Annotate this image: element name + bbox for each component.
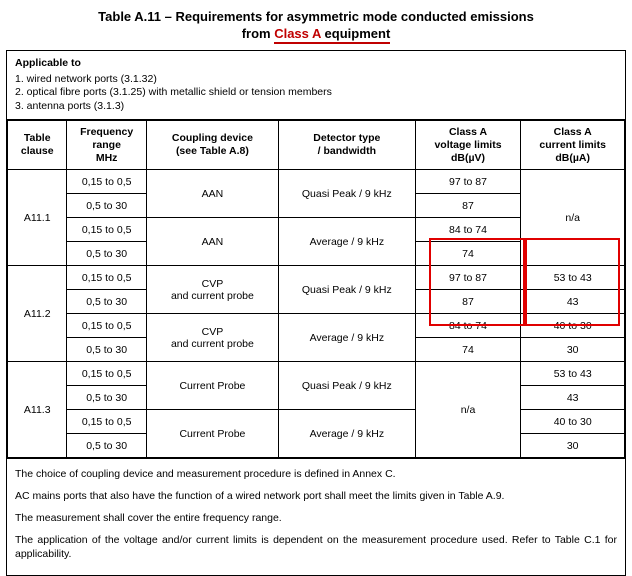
cell-voltage-limit: 74 [415,338,521,362]
cell-current-limit: 43 [521,386,625,410]
header-text: voltage limits [434,138,502,151]
cell-voltage-limit: 97 to 87 [415,170,521,194]
table-row [8,266,625,290]
column-header-class-a-voltage-limits [415,121,521,170]
cell-current-limit: 30 [521,434,625,458]
column-header-detector-type [279,121,416,170]
cell-clause-a11-1: A11.1 [8,170,67,266]
cell-frequency: 0,5 to 30 [67,386,146,410]
cell-frequency: 0,15 to 0,5 [67,314,146,338]
cell-frequency: 0,15 to 0,5 [67,266,146,290]
header-text: MHz [95,151,118,164]
cell-frequency: 0,15 to 0,5 [67,218,146,242]
cell-detector-type: Average / 9 kHz [279,314,416,362]
table-row [8,314,625,338]
cell-voltage-limit: 87 [415,194,521,218]
title-from-text: from [241,26,275,41]
cell-coupling-device [146,266,278,314]
cell-frequency: 0,15 to 0,5 [67,362,146,386]
header-text: Coupling device [171,132,253,144]
applicable-to-heading: Applicable to [15,57,81,69]
applicable-item-3: 3. antenna ports (3.1.3) [15,99,125,112]
cell-detector-type: Quasi Peak / 9 kHz [279,170,416,218]
note-1: The choice of coupling device and measurement procedure is defined in Annex C. [15,468,396,480]
header-text: Table [23,132,51,144]
cell-voltage-limit: 84 to 74 [415,314,521,338]
cell-current-limit: 53 to 43 [521,266,625,290]
cell-coupling-device [146,314,278,362]
cell-frequency: 0,5 to 30 [67,338,146,362]
column-header-frequency-range [67,121,146,170]
coupling-text: CVP [201,325,224,338]
header-text: range [92,138,121,151]
table-notes [7,458,625,575]
header-text: (see Table A.8) [175,145,249,157]
coupling-text: and current probe [170,337,254,350]
table-row [8,410,625,434]
cell-detector-type: Quasi Peak / 9 kHz [279,266,416,314]
cell-frequency: 0,5 to 30 [67,290,146,314]
table-header-row [8,121,625,170]
cell-frequency: 0,15 to 0,5 [67,410,146,434]
cell-clause-a11-3: A11.3 [8,362,67,458]
page-title [0,0,632,46]
cell-detector-type: Average / 9 kHz [279,218,416,266]
column-header-coupling-device [146,121,278,170]
cell-frequency: 0,5 to 30 [67,242,146,266]
header-text: dB(µV) [450,151,486,164]
cell-coupling-device: AAN [146,218,278,266]
cell-voltage-limit: 74 [415,242,521,266]
header-text: dB(µA) [555,151,590,164]
note-4: The application of the voltage and/or current limits is dependent on the measurement procedure used. Refer to Table C.1 for applicability. [15,534,617,560]
cell-current-limit: 40 to 30 [521,314,625,338]
header-text: Frequency [80,125,134,138]
cell-clause-a11-2: A11.2 [8,266,67,362]
cell-current-limit: 30 [521,338,625,362]
title-line-2 [30,25,602,42]
cell-voltage-limit: 87 [415,290,521,314]
column-header-class-a-current-limits [521,121,625,170]
table-row [8,362,625,386]
applicable-to-section [7,51,625,120]
cell-current-limit: 43 [521,290,625,314]
cell-frequency: 0,15 to 0,5 [67,170,146,194]
cell-coupling-device: Current Probe [146,410,278,458]
cell-coupling-device: Current Probe [146,362,278,410]
header-text: clause [20,145,54,157]
coupling-text: and current probe [170,289,254,302]
cell-current-limit-na: n/a [521,170,625,266]
title-line-1: Table A.11 – Requirements for asymmetric mode conducted emissions [98,9,534,24]
cell-current-limit: 53 to 43 [521,362,625,386]
title-equipment-text: equipment [321,26,390,44]
cell-current-limit: 40 to 30 [521,410,625,434]
cell-frequency: 0,5 to 30 [67,194,146,218]
cell-voltage-limit: 97 to 87 [415,266,521,290]
applicable-item-2: 2. optical fibre ports (3.1.25) with metallic shield or tension members [15,86,332,98]
cell-detector-type: Average / 9 kHz [279,410,416,458]
header-text: Class A [448,125,488,138]
table-row [8,170,625,194]
title-class-a-highlight: Class A [274,26,321,44]
coupling-text: CVP [201,277,224,290]
note-3: The measurement shall cover the entire frequency range. [15,512,282,524]
header-text: current limits [539,138,606,151]
header-text: Detector type [313,132,381,144]
requirements-table-container [6,50,626,576]
cell-frequency: 0,5 to 30 [67,434,146,458]
cell-detector-type: Quasi Peak / 9 kHz [279,362,416,410]
column-header-table-clause [8,121,67,170]
cell-coupling-device: AAN [146,170,278,218]
applicable-item-1: 1. wired network ports (3.1.32) [15,72,157,85]
note-2: AC mains ports that also have the function of a wired network port shall meet the limits given in Table A.9. [15,490,505,502]
cell-voltage-limit-na: n/a [415,362,521,458]
header-text: Class A [553,125,592,138]
emissions-limits-table [7,120,625,458]
cell-voltage-limit: 84 to 74 [415,218,521,242]
header-text: / bandwidth [317,145,376,157]
